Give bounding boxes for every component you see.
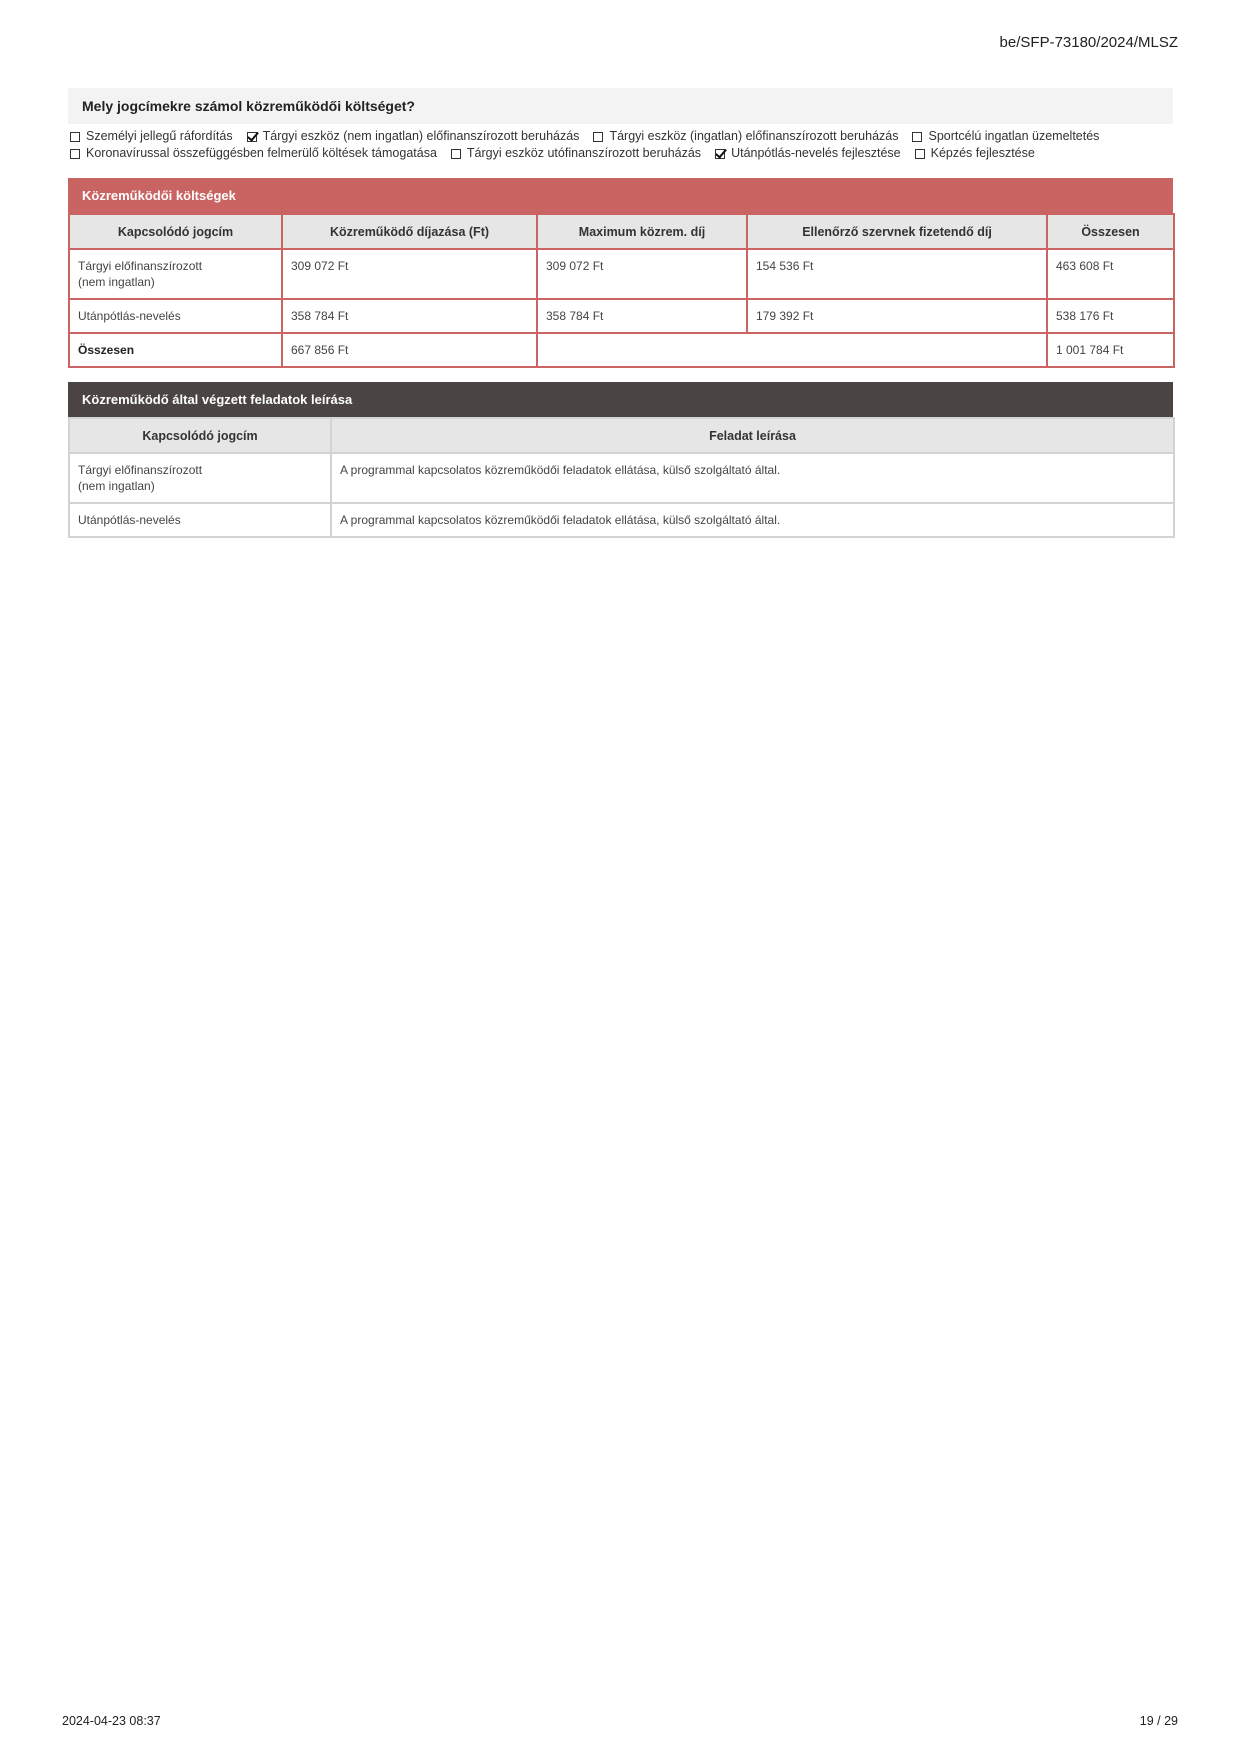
checkbox[interactable] bbox=[70, 132, 80, 142]
column-header: Ellenőrző szervnek fizetendő díj bbox=[747, 214, 1047, 249]
jogcim-checkbox-group bbox=[70, 128, 1180, 162]
option-label: Tárgyi eszköz (nem ingatlan) előfinanszírozott beruházás bbox=[262, 129, 580, 143]
column-header: Maximum közrem. díj bbox=[537, 214, 747, 249]
jogcim-cell bbox=[69, 503, 331, 537]
dij-cell: 309 072 Ft bbox=[282, 249, 537, 299]
empty-cell bbox=[537, 333, 1047, 367]
document-id: be/SFP-73180/2024/MLSZ bbox=[999, 34, 1178, 51]
jogcim-cell bbox=[69, 249, 282, 299]
table-row bbox=[69, 299, 1174, 333]
column-header: Közreműködő díjazása (Ft) bbox=[282, 214, 537, 249]
table-header-row bbox=[69, 418, 1174, 453]
osszesen-cell: 538 176 Ft bbox=[1047, 299, 1174, 333]
footer-timestamp: 2024-04-23 08:37 bbox=[62, 1714, 161, 1728]
option-utanpotlas[interactable] bbox=[715, 145, 901, 162]
table-row bbox=[69, 249, 1174, 299]
option-targyi-ingatlan[interactable] bbox=[593, 128, 898, 145]
checkbox[interactable] bbox=[451, 149, 461, 159]
total-osszesen-cell: 1 001 784 Ft bbox=[1047, 333, 1174, 367]
option-label: Képzés fejlesztése bbox=[930, 146, 1035, 160]
checkbox[interactable] bbox=[247, 132, 257, 142]
checkbox[interactable] bbox=[593, 132, 603, 142]
option-label: Utánpótlás-nevelés fejlesztése bbox=[731, 146, 901, 160]
column-header: Kapcsolódó jogcím bbox=[69, 418, 331, 453]
option-koronavirus[interactable] bbox=[70, 145, 437, 162]
osszesen-cell: 463 608 Ft bbox=[1047, 249, 1174, 299]
table-row bbox=[69, 453, 1174, 503]
leiras-cell: A programmal kapcsolatos közreműködői feladatok ellátása, külső szolgáltató által. bbox=[331, 503, 1174, 537]
leiras-cell: A programmal kapcsolatos közreműködői feladatok ellátása, külső szolgáltató által. bbox=[331, 453, 1174, 503]
total-dij-cell: 667 856 Ft bbox=[282, 333, 537, 367]
jogcim-line: (nem ingatlan) bbox=[78, 275, 155, 289]
option-targyi-nem-ingatlan[interactable] bbox=[247, 128, 580, 145]
question-title: Mely jogcímekre számol közreműködői költséget? bbox=[68, 88, 1173, 124]
option-szemelyi[interactable] bbox=[70, 128, 233, 145]
dij-cell: 358 784 Ft bbox=[282, 299, 537, 333]
costs-section-title: Közreműködői költségek bbox=[68, 178, 1173, 213]
option-label: Sportcélú ingatlan üzemeltetés bbox=[928, 129, 1100, 143]
checkbox[interactable] bbox=[715, 149, 725, 159]
checkbox[interactable] bbox=[912, 132, 922, 142]
column-header: Összesen bbox=[1047, 214, 1174, 249]
tasks-table bbox=[68, 417, 1175, 538]
checkbox-row-1 bbox=[70, 128, 1180, 145]
checkbox[interactable] bbox=[70, 149, 80, 159]
costs-table bbox=[68, 213, 1175, 368]
max-cell: 309 072 Ft bbox=[537, 249, 747, 299]
tasks-section-title: Közreműködő által végzett feladatok leírása bbox=[68, 382, 1173, 417]
jogcim-line: Utánpótlás-nevelés bbox=[78, 513, 181, 527]
table-row bbox=[69, 503, 1174, 537]
jogcim-cell bbox=[69, 299, 282, 333]
checkbox-row-2 bbox=[70, 145, 1180, 162]
option-utofinanszirozott[interactable] bbox=[451, 145, 701, 162]
table-header-row bbox=[69, 214, 1174, 249]
jogcim-line: Tárgyi előfinanszírozott bbox=[78, 259, 203, 273]
jogcim-line: Tárgyi előfinanszírozott bbox=[78, 463, 203, 477]
jogcim-line: Utánpótlás-nevelés bbox=[78, 309, 181, 323]
option-label: Tárgyi eszköz utófinanszírozott beruházás bbox=[466, 146, 702, 160]
ellenorzo-cell: 154 536 Ft bbox=[747, 249, 1047, 299]
option-label: Tárgyi eszköz (ingatlan) előfinanszírozott beruházás bbox=[609, 129, 899, 143]
checkbox[interactable] bbox=[915, 149, 925, 159]
option-sportcelu[interactable] bbox=[912, 128, 1099, 145]
option-kepzes[interactable] bbox=[915, 145, 1035, 162]
column-header: Kapcsolódó jogcím bbox=[69, 214, 282, 249]
jogcim-line: (nem ingatlan) bbox=[78, 479, 155, 493]
option-label: Koronavírussal összefüggésben felmerülő költések támogatása bbox=[86, 146, 437, 160]
ellenorzo-cell: 179 392 Ft bbox=[747, 299, 1047, 333]
jogcim-cell bbox=[69, 453, 331, 503]
column-header: Feladat leírása bbox=[331, 418, 1174, 453]
max-cell: 358 784 Ft bbox=[537, 299, 747, 333]
option-label: Személyi jellegű ráfordítás bbox=[86, 129, 233, 143]
page-number: 19 / 29 bbox=[1139, 1714, 1178, 1728]
total-row bbox=[69, 333, 1174, 367]
total-label: Összesen bbox=[69, 333, 282, 367]
